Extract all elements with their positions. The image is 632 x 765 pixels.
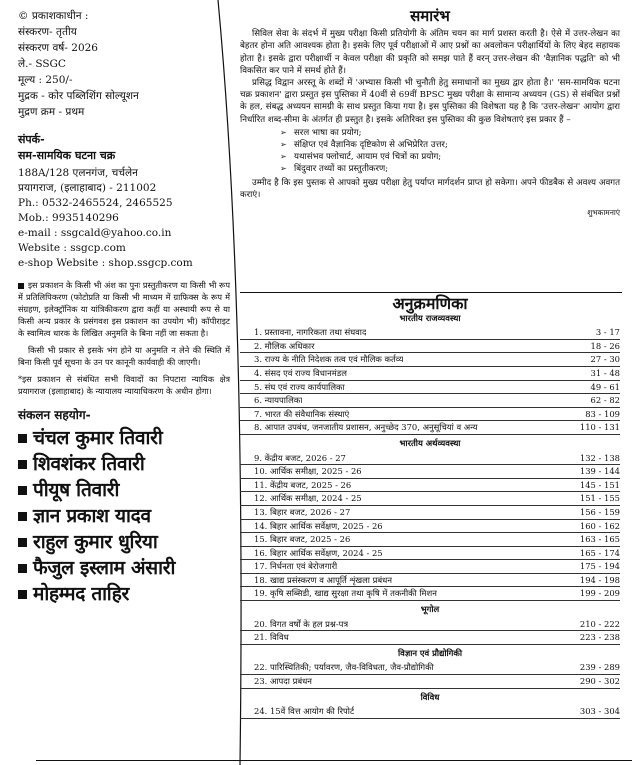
intro-title: समारंभ — [410, 7, 450, 25]
toc-row — [240, 506, 620, 520]
imprint-line: संस्करण वर्ष- 2026 — [18, 42, 98, 54]
toc-row — [240, 618, 620, 632]
team-member: पीयूष तिवारी — [18, 477, 230, 503]
imprint-column — [18, 8, 230, 607]
square-bullet-icon — [18, 434, 27, 443]
toc-row — [240, 661, 620, 675]
feature-item: ➢ बिंदुवार तथ्यों का प्रस्तुतीकरण; — [280, 163, 620, 175]
feature-item: ➢ संक्षिप्त एवं वैज्ञानिक दृष्टिकोण से अभिप्रेरित उत्तर; — [280, 139, 620, 151]
square-bullet-icon — [18, 283, 24, 289]
toc-title: अनुक्रमणिका — [392, 294, 468, 313]
toc-section-heading: भारतीय अर्थव्यवस्था — [399, 437, 461, 448]
team-member: फैजुल इस्लाम अंसारी — [18, 555, 230, 581]
imprint-details — [18, 8, 230, 120]
website-line: Website : ssgcp.com — [18, 242, 126, 254]
email-line: e-mail : ssgcald@yahoo.co.in — [18, 227, 172, 239]
toc-entry-pages: 290 - 302 — [579, 676, 620, 687]
toc-entry-label: 12. आर्थिक समीक्षा, 2024 - 25 — [254, 493, 362, 504]
toc-entry-label: 16. बिहार आर्थिक सर्वेक्षण, 2024 - 25 — [254, 547, 383, 558]
toc-entry-label: 24. 15वें वित्त आयोग की रिपोर्ट — [254, 706, 355, 717]
toc-entry-pages: 83 - 109 — [585, 408, 620, 419]
toc-entry-pages: 62 - 82 — [590, 395, 620, 406]
toc-entry-pages: 27 - 30 — [590, 354, 620, 365]
imprint-line: मुद्रण क्रम - प्रथम — [18, 106, 85, 118]
phone-line: Ph.: 0532-2465524, 2465525 — [18, 197, 173, 209]
toc-section-heading: विज्ञान एवं प्रौद्योगिकी — [398, 647, 462, 658]
toc-section-heading: भूगोल — [420, 604, 440, 615]
intro-para: प्रसिद्ध विद्वान अरस्तू के शब्दों में 'अभ्यास किसी भी चुनौती हेतु समाधानों का मुख्य द्वार होता है।' 'सम-सामयिक घटना चक्र प्रकाशन' द्वारा प्रस्तुत इस पुस्तिका में 40वीं से 69वीं BPSC मुख्य परीक्षा के सामान्य अध्ययन (GS) से संबंधित प्रश्नों के हल, संबद्ध अध्ययन सामग्री के साथ प्रस्तुत किया गया है। इस पुस्तिका की विशेषता यह है कि 'उत्तर-लेखन' आयोग द्वारा निर्धारित शब्द-सीमा के अंतर्गत ही प्रस्तुत है। इसके अतिरिक्त इस पुस्तिका की कुछ विशेषताएं इस प्रकार हैं – — [240, 78, 620, 125]
toc-entry-pages: 210 - 222 — [579, 618, 620, 629]
mobile-line: Mob.: 9935140296 — [18, 212, 119, 224]
toc-entry-pages: 163 - 165 — [579, 534, 620, 545]
team-member: मोहम्मद ताहिर — [18, 581, 230, 607]
toc-entry-pages: 165 - 174 — [579, 547, 620, 558]
intro-para: सिविल सेवा के संदर्भ में मुख्य परीक्षा किसी प्रतियोगी के अंतिम चयन का मार्ग प्रशस्त करती है। ऐसे में उत्तर-लेखन का बेहतर होना अति आवश्यक होता है। इसके लिए पूर्व परीक्षाओं में आए प्रश्नों का अवलोकन परीक्षार्थियों के लिए बेहद सहायक होता है। इसके द्वारा परीक्षार्थी न केवल परीक्षा की प्रकृति को समझ पाते हैं वरन् उत्तर-लेखन की 'वैज्ञानिक पद्धति' को भी विकसित कर पाने में समर्थ होते हैं। — [240, 29, 620, 76]
feature-item: ➢ सरल भाषा का प्रयोग; — [280, 127, 620, 139]
toc-entry-pages: 175 - 194 — [579, 561, 620, 572]
toc-row — [240, 452, 620, 466]
toc-entry-pages: 151 - 155 — [579, 493, 620, 504]
toc-row — [240, 574, 620, 588]
toc-entry-pages: 199 - 209 — [579, 588, 620, 599]
square-bullet-icon — [18, 564, 27, 573]
toc-entry-label: 22. पारिस्थितिकी; पर्यावरण, जैव-विविधता, जैव-प्रौद्योगिकी — [254, 662, 434, 673]
toc-entry-label: 13. बिहार बजट, 2026 - 27 — [254, 506, 351, 517]
publisher-name: सम-सामयिक घटना चक्र — [18, 149, 116, 162]
imprint-line: मूल्य : 250/- — [18, 74, 73, 86]
feature-list — [280, 127, 620, 176]
toc-row — [240, 326, 620, 340]
contact-heading: संपर्क- — [18, 133, 45, 146]
notice-para: इस प्रकाशन के किसी भी अंश का पुनः प्रस्तुतीकरण या किसी भी रूप में प्रतिलिपिकरण (फोटोप्रति या किसी भी माध्यम में ग्राफिक्स के रूप में संग्रहण, इलेक्ट्रॉनिक या यांत्रिकीकरण द्वारा कहीं या अस्थायी रूप से या किसी अन्य प्रकार के प्रसंगवश इस प्रकाशन का उपयोग भी) कॉपीराइट के स्वामित्व धारक के लिखित अनुमति के बिना नहीं जा सकता है। — [18, 280, 230, 338]
square-bullet-icon — [18, 460, 27, 469]
team-member: चंचल कुमार तिवारी — [18, 425, 230, 451]
team-member: शिवशंकर तिवारी — [18, 451, 230, 477]
toc-entry-label: 4. संसद एवं राज्य विधानमंडल — [254, 367, 347, 378]
square-bullet-icon — [18, 512, 27, 521]
imprint-line: ले.- SSGC — [18, 58, 66, 70]
toc-row — [240, 675, 620, 689]
toc-row — [240, 631, 620, 645]
toc-row — [240, 547, 620, 561]
toc-entry-pages: 156 - 159 — [579, 506, 620, 517]
eshop-line: e-shop Website : shop.ssgcp.com — [18, 257, 193, 269]
table-of-contents — [240, 294, 620, 719]
signoff: शुभकामनाएं — [587, 208, 620, 218]
square-bullet-icon — [18, 538, 27, 547]
toc-row — [240, 560, 620, 574]
toc-entry-label: 14. बिहार आर्थिक सर्वेक्षण, 2025 - 26 — [254, 520, 383, 531]
toc-entry-label: 2. मौलिक अधिकार — [254, 340, 315, 351]
square-bullet-icon — [18, 590, 27, 599]
toc-entry-pages: 49 - 61 — [590, 381, 620, 392]
team-member: ज्ञान प्रकाश यादव — [18, 503, 230, 529]
toc-entry-pages: 145 - 151 — [579, 479, 620, 490]
toc-entry-label: 3. राज्य के नीति निदेशक तत्व एवं मौलिक कर्तव्य — [254, 354, 404, 365]
toc-entry-label: 11. केंद्रीय बजट, 2025 - 26 — [254, 479, 352, 490]
toc-entry-label: 19. कृषि सब्सिडी, खाद्य सुरक्षा तथा कृषि में तकनीकी मिशन — [254, 588, 437, 599]
toc-entry-pages: 139 - 144 — [579, 466, 620, 477]
toc-entry-label: 1. प्रस्तावना, नागरिकता तथा संघवाद — [254, 327, 367, 338]
toc-row — [240, 479, 620, 493]
toc-section-heading: विविध — [420, 691, 440, 702]
toc-body — [240, 313, 620, 719]
toc-row — [240, 353, 620, 367]
toc-entry-pages: 194 - 198 — [579, 574, 620, 585]
feature-item: ➢ यथासंभव फ्लोचार्ट, आयाम एवं चित्रों का प्रयोग; — [280, 151, 620, 163]
toc-section-heading: भारतीय राजव्यवस्था — [399, 312, 461, 323]
address-line: 188A/128 एलनगंज, चर्चलेन — [18, 167, 138, 179]
toc-row — [240, 587, 620, 601]
toc-row — [240, 705, 620, 719]
imprint-line: संस्करण- तृतीय — [18, 26, 77, 38]
toc-entry-label: 20. विगत वर्षों के हल प्रश्न-पत्र — [254, 618, 349, 629]
toc-entry-label: 9. केंद्रीय बजट, 2026 - 27 — [254, 452, 346, 463]
toc-entry-pages: 132 - 138 — [579, 452, 620, 463]
imprint-line: © प्रकाशकाधीन : — [18, 10, 89, 22]
toc-entry-pages: 110 - 131 — [579, 422, 620, 433]
toc-row — [240, 394, 620, 408]
toc-entry-pages: 223 - 238 — [579, 632, 620, 643]
square-bullet-icon — [18, 486, 27, 495]
team-heading: संकलन सहयोग- — [18, 408, 91, 422]
section-divider — [240, 292, 622, 293]
copyright-notice — [18, 279, 230, 397]
toc-entry-pages: 303 - 304 — [579, 706, 620, 717]
toc-entry-label: 18. खाद्य प्रसंस्करण व आपूर्ति शृंखला प्रबंधन — [254, 574, 392, 585]
toc-entry-pages: 18 - 26 — [590, 340, 620, 351]
toc-entry-pages: 31 - 48 — [590, 367, 620, 378]
toc-entry-label: 17. निर्धनता एवं बेरोजगारी — [254, 561, 338, 572]
toc-entry-pages: 3 - 17 — [595, 327, 620, 338]
notice-para: *इस प्रकाशन से संबंधित सभी विवादों का निपटारा न्यायिक क्षेत्र प्रयागराज (इलाहाबाद) के न्यायालय न्यायाधिकरण के अधीन होगा। — [18, 374, 230, 396]
toc-row — [240, 340, 620, 354]
imprint-line: मुद्रक - कोर पब्लिशिंग सोल्यूशन — [18, 90, 139, 102]
toc-entry-label: 6. न्यायपालिका — [254, 395, 303, 406]
toc-row — [240, 367, 620, 381]
address-line: प्रयागराज, (इलाहाबाद) - 211002 — [18, 182, 157, 194]
notice-para: किसी भी प्रकार से इसके भंग होने या अनुमति न लेने की स्थिति में बिना किसी पूर्व सूचना के उन पर कानूनी कार्यवाही की जाएगी। — [18, 345, 230, 367]
toc-entry-label: 7. भारत की संवैधानिक संस्थाएं — [254, 408, 350, 419]
intro-section — [240, 7, 620, 219]
toc-row — [240, 520, 620, 534]
toc-row — [240, 408, 620, 422]
toc-entry-pages: 239 - 289 — [579, 662, 620, 673]
toc-row — [240, 465, 620, 479]
team-member: राहुल कुमार धुरिया — [18, 529, 230, 555]
toc-entry-label: 10. आर्थिक समीक्षा, 2025 - 26 — [254, 466, 362, 477]
toc-entry-label: 15. बिहार बजट, 2025 - 26 — [254, 534, 351, 545]
bottom-rule — [36, 760, 632, 761]
intro-para: उम्मीद है कि इस पुस्तक से आपको मुख्य परीक्षा हेतु पर्याप्त मार्गदर्शन प्राप्त हो सकेगा। अपने फीडबैक से अवश्य अवगत कराएं। — [240, 177, 620, 200]
team-list — [18, 425, 230, 607]
toc-entry-pages: 160 - 162 — [579, 520, 620, 531]
toc-entry-label: 21. विविध — [254, 632, 289, 643]
toc-entry-label: 5. संघ एवं राज्य कार्यपालिका — [254, 381, 345, 392]
toc-row — [240, 381, 620, 395]
toc-entry-label: 8. आपात उपबंध, जनजातीय प्रशासन, अनुच्छेद 370, अनुसूचियां व अन्य — [254, 422, 478, 433]
toc-entry-label: 23. आपदा प्रबंधन — [254, 676, 312, 687]
toc-row — [240, 421, 620, 435]
toc-row — [240, 533, 620, 547]
toc-row — [240, 492, 620, 506]
